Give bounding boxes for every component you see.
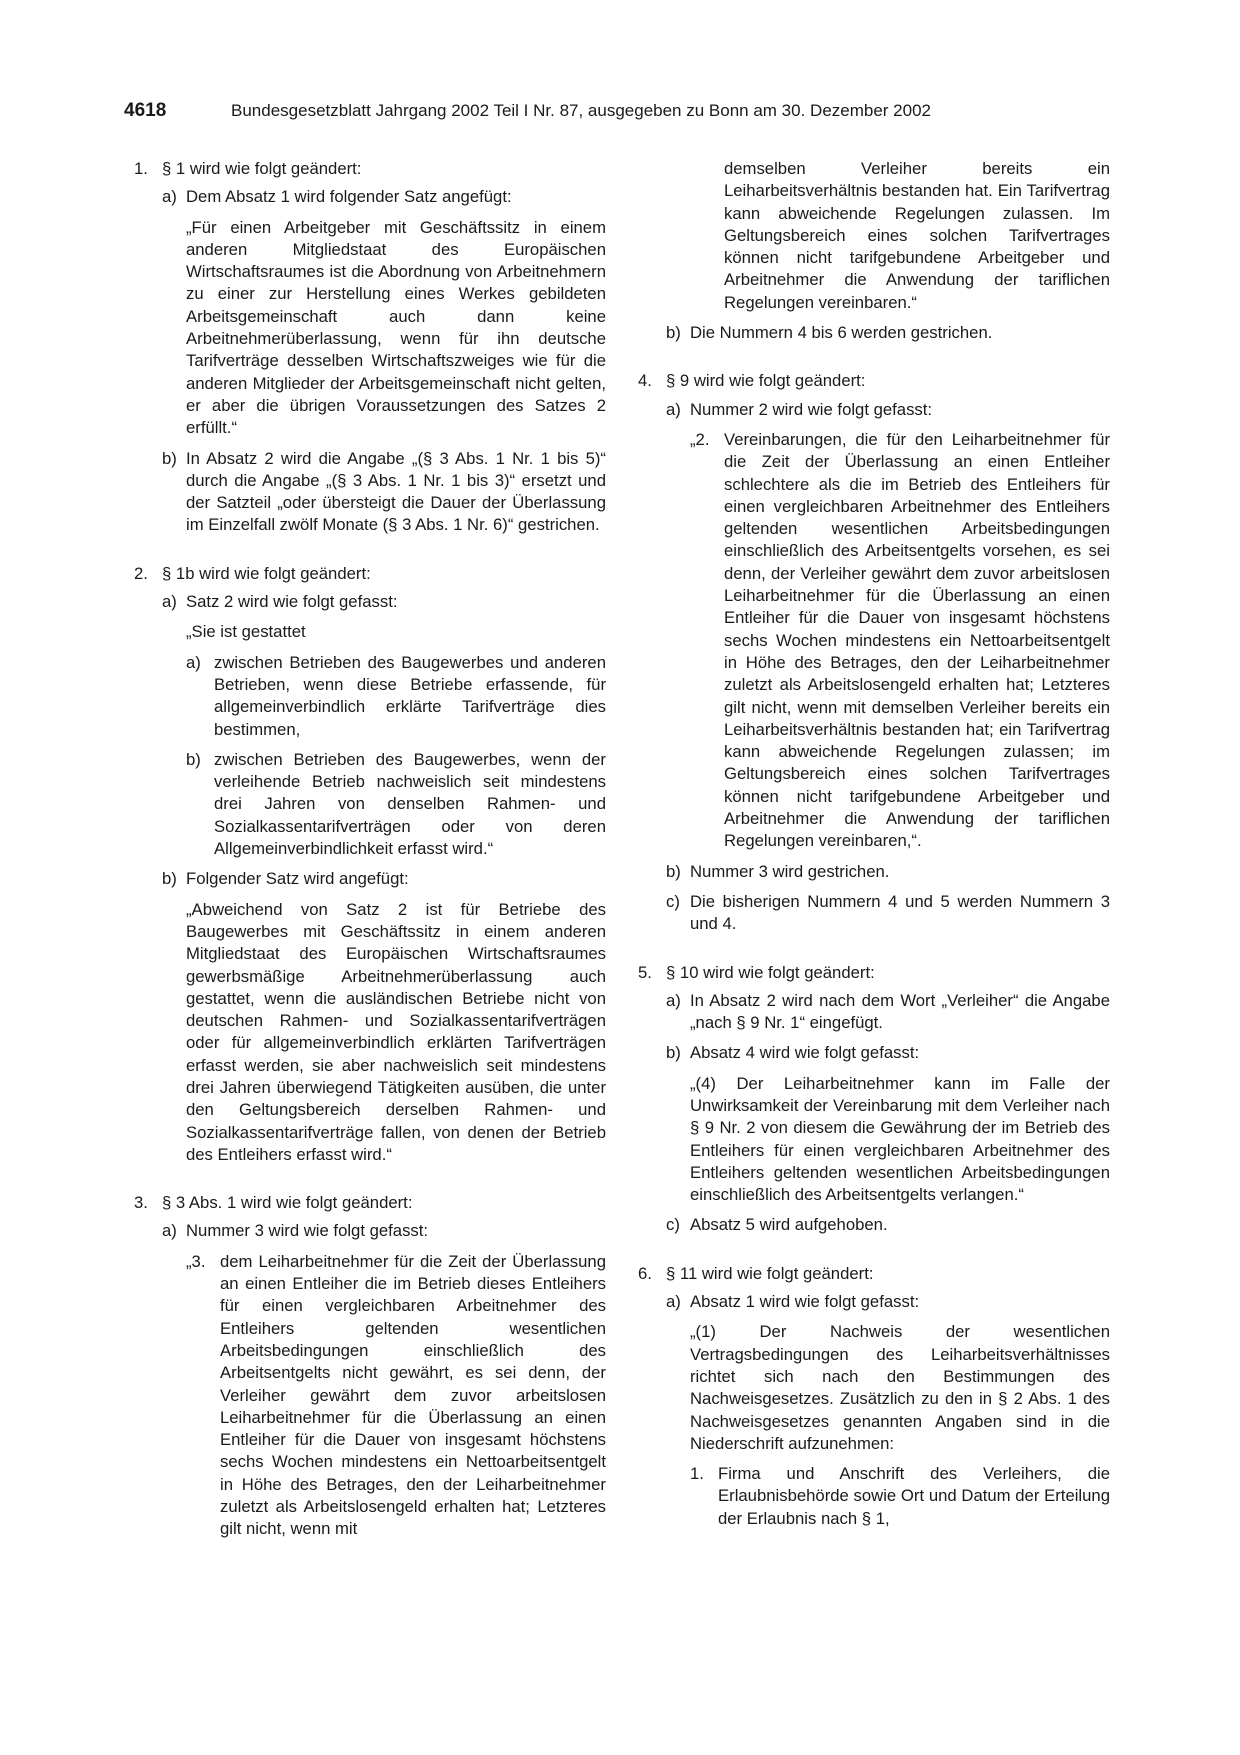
item-2b bbox=[134, 868, 606, 890]
item-5c bbox=[638, 1214, 1110, 1236]
item-text: Vereinbarungen, die für den Leiharbeitnehmer für die Zeit der Überlassung an einen Entleiher schlechtere als die im Betrieb des Entleihers für einen vergleichbaren Arbeitnehmer des Entleihers geltenden wesentlichen Arbeitsbedingungen einschließlich des Arbeitsentgelts vorsehen, es sei denn, der Verleiher gewährt dem zuvor arbeitslosen Leiharbeitnehmer für die Überlassung an einen Entleiher für die Dauer von insgesamt höchstens sechs Wochen mindestens ein Nettoarbeitsentgelt in Höhe des Betrages, den der Leiharbeitnehmer zuletzt als Arbeitslosengeld erhalten hat; Letzteres gilt nicht, wenn mit demselben Verleiher bereits ein Leiharbeitsverhältnis bestanden hat; ein Tarifvertrag kann abweichende Regelungen zulassen; im Geltungsbereich eines solchen Tarifvertrages können nicht tarifgebundene Arbeitgeber und Arbeitnehmer die Anwendung der tariflichen Regelungen vereinbaren,“. bbox=[724, 429, 1110, 851]
item-letter: a) bbox=[666, 1292, 681, 1312]
item-text: In Absatz 2 wird nach dem Wort „Verleiher“ die Angabe „nach § 9 Nr. 1“ eingefügt. bbox=[690, 990, 1110, 1033]
item-letter: b) bbox=[162, 869, 177, 889]
item-2a bbox=[134, 591, 606, 613]
item-text: § 9 wird wie folgt geändert: bbox=[666, 371, 866, 391]
item-letter: b) bbox=[666, 1043, 681, 1063]
item-text: Absatz 5 wird aufgehoben. bbox=[690, 1215, 888, 1235]
item-text: Nummer 3 wird gestrichen. bbox=[690, 861, 890, 881]
quote-4a bbox=[638, 429, 1110, 853]
item-5 bbox=[638, 962, 1110, 984]
item-4a bbox=[638, 399, 1110, 421]
item-3a bbox=[134, 1220, 606, 1242]
quote-3a bbox=[134, 1251, 606, 1541]
item-1a bbox=[134, 186, 606, 208]
item-text: Satz 2 wird wie folgt gefasst: bbox=[186, 592, 398, 612]
item-text: § 11 wird wie folgt geändert: bbox=[666, 1263, 874, 1283]
item-1b bbox=[134, 448, 606, 537]
running-head: Bundesgesetzblatt Jahrgang 2002 Teil I Nr. 87, ausgegeben zu Bonn am 30. Dezember 2002 bbox=[231, 101, 931, 120]
item-text: Nummer 2 wird wie folgt gefasst: bbox=[690, 399, 933, 419]
item-text: § 10 wird wie folgt geändert: bbox=[666, 962, 875, 982]
quote-1a: „Für einen Arbeitgeber mit Geschäftssitz in einem anderen Mitgliedstaat des Europäischen Wirtschaftsraumes ist die Abordnung von Arbeitnehmern zu einer zur Herstellung eines Werkes gebildeten Arbeitsgemeinschaft auch dann keine Arbeitnehmerüberlassung, wenn für ihn deutsche Tarifverträge desselben Wirtschaftszweiges wie für die anderen Mitglieder der Arbeitsgemeinschaft nicht gelten, er aber die übrigen Voraussetzungen des Satzes 2 erfüllt.“ bbox=[186, 217, 606, 438]
quote-3a-continued: demselben Verleiher bereits ein Leiharbeitsverhältnis bestanden hat. Ein Tarifvertrag kann abweichende Regelungen zulassen. Im Geltungsbereich eines solchen Tarifvertrages können nicht tarifgebundene Arbeitgeber und Arbeitnehmer die Anwendung der tariflichen Regelungen vereinbaren.“ bbox=[724, 159, 1110, 312]
item-text: zwischen Betrieben des Baugewerbes, wenn der verleihende Betrieb nachweislich seit mindestens drei Jahren von denselben Rahmen- und Sozialkassentarifverträgen oder von deren Allgemeinverbindlichkeit erfasst wird.“ bbox=[214, 749, 606, 859]
item-5a bbox=[638, 990, 1110, 1035]
left-column bbox=[134, 158, 606, 1541]
item-letter: a) bbox=[186, 652, 201, 672]
item-5b bbox=[638, 1042, 1110, 1064]
item-letter: b) bbox=[162, 448, 177, 468]
item-letter: b) bbox=[666, 323, 681, 343]
item-number: 3. bbox=[134, 1193, 148, 1213]
quote-2a-a bbox=[134, 652, 606, 741]
item-number: 4. bbox=[638, 371, 652, 391]
item-letter: c) bbox=[666, 891, 680, 911]
item-4 bbox=[638, 370, 1110, 392]
item-text: Dem Absatz 1 wird folgender Satz angefügt: bbox=[186, 187, 512, 207]
item-3b bbox=[638, 322, 1110, 344]
item-letter: b) bbox=[186, 749, 201, 769]
item-2 bbox=[134, 563, 606, 585]
item-letter: a) bbox=[666, 399, 681, 419]
item-number: 6. bbox=[638, 1263, 652, 1283]
quote-5b: „(4) Der Leiharbeitnehmer kann im Falle der Unwirksamkeit der Vereinbarung mit dem Verleiher nach § 9 Nr. 2 von diesem die Gewährung der im Betrieb des Entleihers für einen vergleichbaren Arbeitnehmer des Entleihers geltenden wesentlichen Arbeitsbedingungen einschließlich des Arbeitsentgelts verlangen.“ bbox=[690, 1073, 1110, 1205]
item-letter: a) bbox=[162, 592, 177, 612]
page-header bbox=[124, 100, 1124, 130]
item-text: Folgender Satz wird angefügt: bbox=[186, 869, 409, 889]
item-text: § 1 wird wie folgt geändert: bbox=[162, 159, 362, 178]
item-6a bbox=[638, 1291, 1110, 1313]
item-number: 1. bbox=[134, 159, 148, 178]
item-text: Die Nummern 4 bis 6 werden gestrichen. bbox=[690, 323, 993, 343]
item-text: § 1b wird wie folgt geändert: bbox=[162, 563, 371, 583]
quote-2a-intro: „Sie ist gestattet bbox=[186, 622, 306, 642]
quote-2a-b bbox=[134, 749, 606, 860]
item-text: dem Leiharbeitnehmer für die Zeit der Überlassung an einen Entleiher die im Betrieb dieses Entleihers für einen vergleichbaren Arbeitnehmer des Entleihers geltenden wesentlichen Arbeitsbedingungen einschließlich des Arbeitsentgelts nicht gewährt, es sei denn, der Verleiher gewährt dem zuvor arbeitslosen Leiharbeitnehmer für die Überlassung an einen Entleiher für die Dauer von insgesamt höchstens sechs Wochen mindestens ein Nettoarbeitsentgelt in Höhe des Betrages, den der Leiharbeitnehmer zuletzt als Arbeitslosengeld erhalten hat; Letzteres gilt nicht, wenn mit bbox=[220, 1251, 606, 1539]
item-text: Die bisherigen Nummern 4 und 5 werden Nummern 3 und 4. bbox=[690, 891, 1110, 934]
right-column bbox=[638, 158, 1110, 1530]
item-text: zwischen Betrieben des Baugewerbes und anderen Betrieben, wenn diese Betriebe erfassende, für allgemeinverbindlich erklärte Tarifverträge dies bestimmen, bbox=[214, 652, 606, 739]
item-4b bbox=[638, 861, 1110, 883]
item-text: Absatz 1 wird wie folgt gefasst: bbox=[690, 1292, 920, 1312]
item-text: Absatz 4 wird wie folgt gefasst: bbox=[690, 1043, 920, 1063]
item-letter: a) bbox=[162, 187, 177, 207]
item-text: In Absatz 2 wird die Angabe „(§ 3 Abs. 1 Nr. 1 bis 5)“ durch die Angabe „(§ 3 Abs. 1 Nr. 1 bis 3)“ ersetzt und der Satzteil „oder übersteigt die Dauer der Überlassung im Einzelfall zwölf Monate (§ 3 Abs. 1 Nr. 6)“ gestrichen. bbox=[186, 448, 606, 535]
item-letter: a) bbox=[162, 1221, 177, 1241]
item-letter: a) bbox=[666, 990, 681, 1010]
quote-2b: „Abweichend von Satz 2 ist für Betriebe des Baugewerbes mit Geschäftssitz in einem anderen Mitgliedstaat des Europäischen Wirtschaftsraumes gewerbsmäßige Arbeitnehmerüberlassung auch gestattet, wenn die ausländischen Betriebe nicht von deutschen Rahmen- und Sozialkassentarifverträgen oder für allgemeinverbindlich erklärten Tarifverträgen erfasst werden, sie aber nachweislich seit mindestens drei Jahren überwiegend Tätigkeiten ausüben, die unter den Geltungsbereich derselben Rahmen- und Sozialkassentarifverträge fallen, von denen der Betrieb des Entleihers erfasst wird.“ bbox=[186, 899, 606, 1164]
item-number: „2. bbox=[690, 429, 710, 449]
item-number: 1. bbox=[690, 1464, 704, 1484]
item-number: „3. bbox=[186, 1251, 206, 1271]
item-letter: c) bbox=[666, 1215, 680, 1235]
item-number: 5. bbox=[638, 962, 652, 982]
item-letter: b) bbox=[666, 861, 681, 881]
quote-6a-1 bbox=[638, 1463, 1110, 1530]
quote-6a: „(1) Der Nachweis der wesentlichen Vertragsbedingungen des Leiharbeitsverhältnisses richtet sich nach den Bestimmungen des Nachweisgesetzes. Zusätzlich zu den in § 2 Abs. 1 des Nachweisgesetzes genannten Angaben sind in die Niederschrift aufzunehmen: bbox=[690, 1322, 1110, 1453]
item-number: 2. bbox=[134, 563, 148, 583]
item-1 bbox=[134, 158, 606, 180]
item-4c bbox=[638, 891, 1110, 936]
item-6 bbox=[638, 1263, 1110, 1285]
item-3 bbox=[134, 1192, 606, 1214]
page-number: 4618 bbox=[124, 100, 167, 121]
item-text: Nummer 3 wird wie folgt gefasst: bbox=[186, 1221, 429, 1241]
item-text: Firma und Anschrift des Verleihers, die Erlaubnisbehörde sowie Ort und Datum der Erteilung der Erlaubnis nach § 1, bbox=[718, 1464, 1110, 1528]
item-text: § 3 Abs. 1 wird wie folgt geändert: bbox=[162, 1193, 413, 1213]
